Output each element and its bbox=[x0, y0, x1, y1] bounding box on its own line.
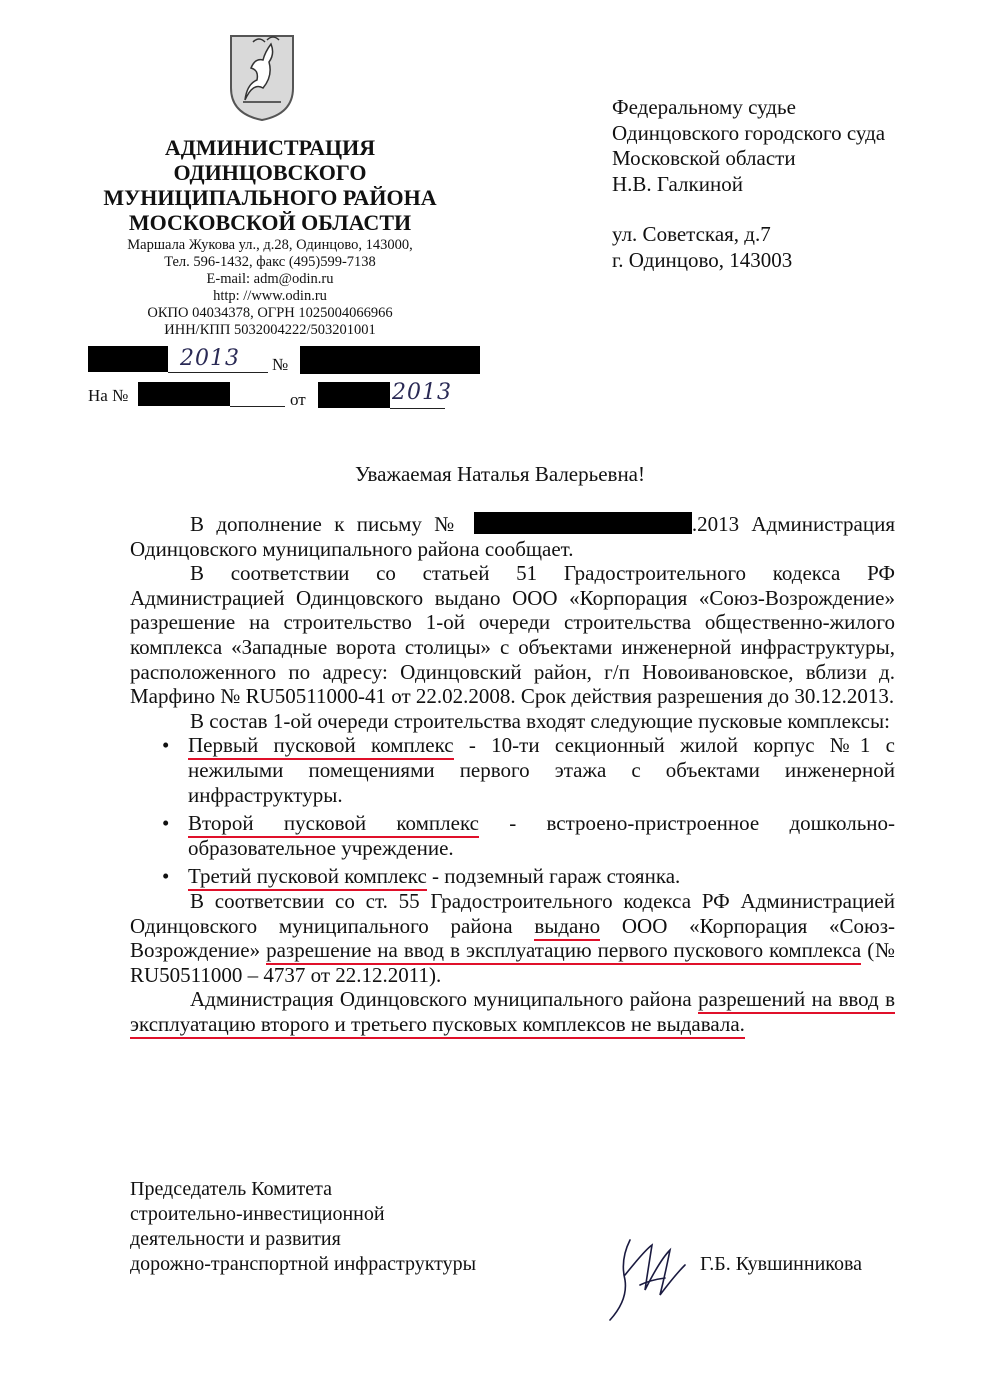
website-line: http: //www.odin.ru bbox=[213, 288, 327, 304]
org-title-line: ОДИНЦОВСКОГО bbox=[173, 160, 367, 185]
org-title-line: МУНИЦИПАЛЬНОГО РАЙОНА bbox=[103, 185, 437, 210]
signatory-name: Г.Б. Кувшинникова bbox=[700, 1253, 863, 1275]
redaction-box bbox=[138, 382, 230, 406]
paragraph-1: В дополнение к письму № .2013 Администрация Одинцовского муниципального района сообщает. bbox=[130, 512, 895, 561]
redaction-box bbox=[300, 346, 480, 374]
signatory-title bbox=[130, 1177, 476, 1277]
recipient-address-line: ул. Советская, д.7 bbox=[612, 222, 771, 246]
paragraph-5: Администрация Одинцовского муниципального района разрешений на ввод в эксплуатацию второго и третьего пусковых комплексов не выдавала. bbox=[130, 987, 895, 1036]
reply-date-handwritten: 2013 bbox=[392, 380, 452, 405]
handwritten-signature bbox=[590, 1220, 700, 1330]
signatory-title-line: дорожно-транспортной инфраструктуры bbox=[130, 1253, 477, 1275]
bullet-icon: • bbox=[162, 733, 170, 758]
letter-body bbox=[130, 512, 895, 1036]
paragraph-2: В соответствии со статьей 51 Градостроительного кодекса РФ Администрацией Одинцовского выдано ООО «Корпорация «Союз-Возрождение» разрешение на строительство 1-ой очереди строительства общественно-жилого комплекса «Западные ворота столицы» с объектами инженерной инфраструктуры, расположенного по адресу: Одинцовский район, г/п Новоивановское, вблизи д. Марфино № RU50511000-41 от 22.02.2008. Срок действия разрешения до 30.12.2013. bbox=[130, 561, 895, 709]
signatory-title-line: деятельности и развития bbox=[130, 1228, 341, 1250]
list-item: • Первый пусковой комплекс - 10-ти секционный жилой корпус №1 с нежилыми помещениями первого этажа с объектами инженерной инфраструктуры. bbox=[162, 733, 895, 807]
organization-title bbox=[100, 135, 440, 235]
underlined-phrase: разрешение на ввод в эксплуатацию первого пускового комплекса bbox=[266, 938, 861, 965]
recipient-line: Московской области bbox=[612, 146, 796, 170]
organization-contacts bbox=[100, 237, 440, 339]
greeting: Уважаемая Наталья Валерьевна! bbox=[354, 462, 645, 486]
outgoing-date-handwritten: 2013 bbox=[180, 346, 240, 371]
recipient-name: Н.В. Галкиной bbox=[612, 171, 743, 196]
signatory-title-line: строительно-инвестиционной bbox=[130, 1203, 385, 1225]
list-item: • Третий пусковой комплекс - подземный гараж стоянка. bbox=[130, 864, 895, 889]
recipient-line: Федеральному судье bbox=[612, 95, 796, 119]
bullet-icon: • bbox=[162, 864, 170, 889]
reply-from-label: от bbox=[290, 390, 306, 409]
launch-complex-list bbox=[130, 733, 895, 889]
number-sign: № bbox=[272, 355, 289, 374]
org-title-line: АДМИНИСТРАЦИЯ bbox=[164, 135, 376, 160]
recipient-block bbox=[612, 95, 885, 273]
phone-line: Тел. 596-1432, факс (495)599-7138 bbox=[164, 254, 376, 270]
list-item: • Второй пусковой комплекс - встроено-пристроенное дошкольно-образовательное учреждение. bbox=[162, 811, 895, 860]
recipient-line: Одинцовского городского суда bbox=[612, 120, 886, 145]
underlined-term: Третий пусковой комплекс bbox=[188, 864, 427, 891]
org-title-line: МОСКОВСКОЙ ОБЛАСТИ bbox=[128, 210, 412, 235]
paragraph-3: В состав 1-ой очереди строительства входят следующие пусковые комплексы: bbox=[190, 708, 890, 733]
paragraph-4: В соответсвии со ст. 55 Градостроительного кодекса РФ Администрацией Одинцовского муниципального района выдано ООО «Корпорация «Союз-Возрождение» разрешение на ввод в эксплуатацию первого пускового комплекса (№ RU50511000 – 4737 от 22.12.2011). bbox=[130, 888, 896, 987]
coat-of-arms-icon bbox=[223, 30, 301, 122]
reply-number-underline bbox=[230, 386, 285, 407]
email-line: E-mail: adm@odin.ru bbox=[206, 271, 334, 287]
redaction-box bbox=[318, 382, 390, 408]
reply-number-label: На № bbox=[88, 386, 129, 405]
okpo-line: ОКПО 04034378, ОГРН 1025004066966 bbox=[147, 305, 393, 321]
underlined-phrase: разрешений на ввод в эксплуатацию второго и третьего пусковых комплексов не выдавала. bbox=[130, 987, 895, 1039]
underlined-term: Второй пусковой комплекс bbox=[188, 811, 479, 838]
signatory-title-line: Председатель Комитета bbox=[130, 1178, 333, 1200]
recipient-address-line: г. Одинцово, 143003 bbox=[612, 247, 793, 272]
redaction-box bbox=[88, 346, 168, 372]
underlined-term: Первый пусковой комплекс bbox=[188, 733, 454, 760]
address-line: Маршала Жукова ул., д.28, Одинцово, 143000, bbox=[127, 237, 413, 253]
bullet-icon: • bbox=[162, 811, 170, 836]
inn-line: ИНН/КПП 5032004222/503201001 bbox=[164, 322, 376, 338]
redaction-box bbox=[474, 512, 692, 534]
underlined-phrase: выдано bbox=[534, 914, 600, 941]
